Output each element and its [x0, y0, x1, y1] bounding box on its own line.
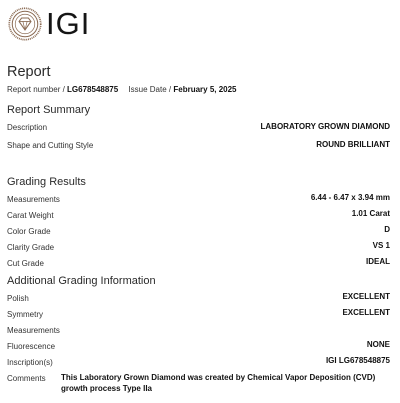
summary-row-description — [7, 123, 390, 135]
grading-row-carat — [7, 211, 390, 223]
row-label: Color Grade — [7, 227, 51, 236]
row-value: IGI LG678548875 — [325, 356, 390, 365]
report-number: LG678548875 — [67, 85, 119, 94]
row-label: Shape and Cutting Style — [7, 141, 94, 150]
igi-seal-icon — [8, 7, 42, 41]
row-label: Measurements — [7, 195, 60, 204]
row-label: Cut Grade — [7, 259, 44, 268]
issue-date: February 5, 2025 — [173, 85, 237, 94]
section-heading-grading: Grading Results — [7, 176, 86, 188]
row-value: 1.01 Carat — [351, 209, 390, 218]
grading-row-measurements — [7, 195, 390, 207]
additional-row-fluorescence — [7, 342, 390, 354]
row-label: Inscription(s) — [7, 358, 53, 367]
row-value: EXCELLENT — [342, 308, 390, 317]
additional-row-inscription — [7, 358, 390, 370]
igi-logo — [8, 6, 90, 42]
row-label: Description — [7, 123, 48, 132]
row-label: Symmetry — [7, 310, 43, 319]
issue-date-label: Issue Date / — [128, 85, 172, 94]
row-value: 6.44 - 6.47 x 3.94 mm — [310, 193, 390, 202]
section-heading-additional: Additional Grading Information — [7, 275, 156, 287]
row-label: Carat Weight — [7, 211, 54, 220]
row-label: Clarity Grade — [7, 243, 55, 252]
row-value: VS 1 — [372, 241, 390, 250]
row-value: NONE — [366, 340, 390, 349]
row-value: D — [384, 225, 390, 234]
summary-row-shape — [7, 141, 390, 153]
row-label: Comments — [7, 374, 46, 383]
row-value: EXCELLENT — [342, 292, 390, 301]
report-title: Report — [7, 64, 51, 80]
grading-row-color — [7, 227, 390, 239]
comments-text: This Laboratory Grown Diamond was created by Chemical Vapor Deposition (CVD) growth process Type IIa — [61, 373, 376, 393]
additional-row-symmetry — [7, 310, 390, 322]
report-meta — [7, 85, 237, 94]
additional-row-polish — [7, 294, 390, 306]
row-value: ROUND BRILLIANT — [316, 140, 390, 149]
row-label: Measurements — [7, 326, 60, 335]
grading-row-cut — [7, 259, 390, 271]
section-heading-summary: Report Summary — [7, 104, 91, 116]
row-value: IDEAL — [366, 257, 390, 266]
row-label: Polish — [7, 294, 29, 303]
additional-row-measurements — [7, 326, 390, 338]
grading-row-clarity — [7, 243, 390, 255]
row-label: Fluorescence — [7, 342, 56, 351]
brand-name: IGI — [46, 6, 91, 41]
report-number-label: Report number / — [7, 85, 65, 94]
row-value: LABORATORY GROWN DIAMOND — [260, 122, 390, 131]
